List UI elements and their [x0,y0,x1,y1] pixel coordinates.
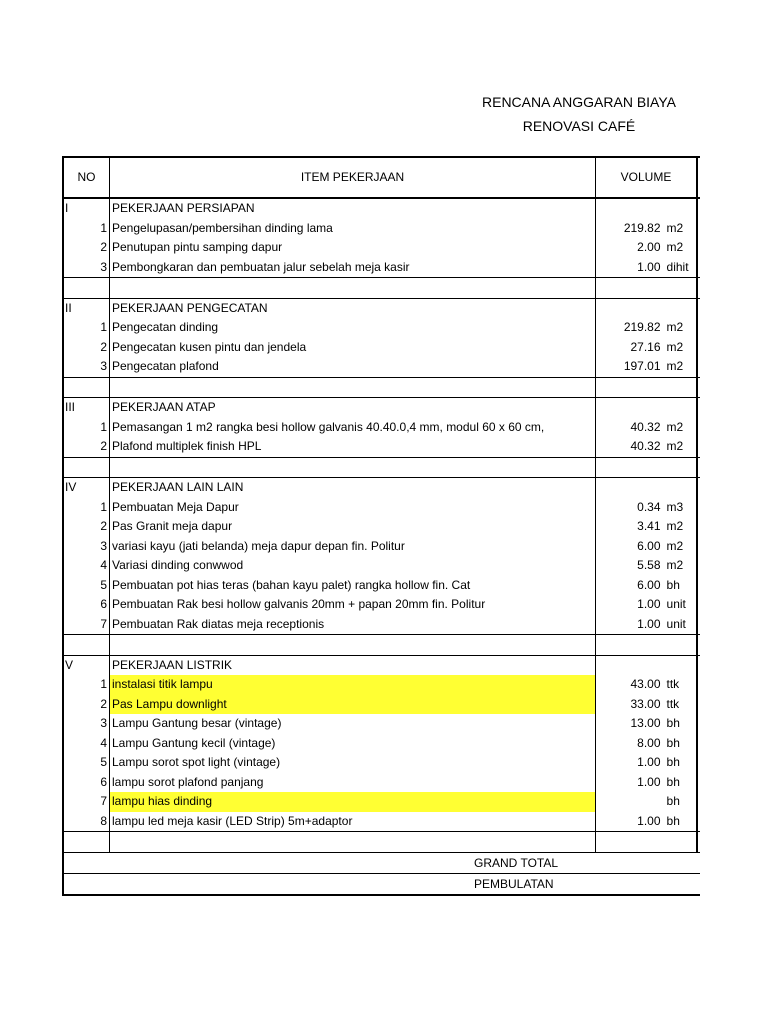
item-description: Pemasangan 1 m2 rangka besi hollow galvanis 40.40.0,4 mm, modul 60 x 60 cm, [110,418,596,438]
volume-cell [596,258,698,278]
item-number [107,299,109,319]
section-numeral: IV [65,480,77,494]
volume-unit: bh [666,755,680,769]
item-description [110,832,596,852]
section-numeral [64,773,100,793]
item-number: 2 [100,240,107,254]
volume-cell [596,595,698,615]
item-number: 1 [100,320,107,334]
table-row [64,238,700,258]
table-row [64,299,700,319]
volume-value: 43.00 [630,677,661,691]
volume-cell [596,418,698,438]
item-description: Pembuatan Rak besi hollow galvanis 20mm + papan 20mm fin. Politur [110,595,596,615]
item-number: 1 [100,220,107,235]
volume-unit: ttk [666,696,680,711]
table-row [64,199,700,219]
row-no-cell [64,418,110,438]
row-no-cell [64,437,110,457]
section-numeral [64,556,100,576]
item-description: Pas Lampu downlight [110,695,596,715]
row-no-cell [64,219,110,239]
volume-value: 219.82 [623,220,661,235]
volume-unit [661,299,696,319]
section-numeral [64,258,100,278]
volume-unit: unit [666,616,686,631]
item-description: Lampu Gantung kecil (vintage) [110,734,596,754]
item-description: Plafond multiplek finish HPL [110,437,596,457]
volume-cell [596,478,698,498]
budget-table [62,156,700,896]
row-no-cell [64,458,110,478]
row-no-cell [64,576,110,596]
section-numeral [64,278,107,298]
item-description [110,635,596,655]
volume-value: 1.00 [637,616,661,631]
section-numeral: III [65,400,76,414]
item-description: PEKERJAAN ATAP [110,398,596,418]
table-row [64,675,700,695]
volume-value [596,656,661,676]
volume-cell [596,576,698,596]
section-numeral [64,753,100,773]
table-row [64,418,700,438]
item-number: 7 [100,794,107,808]
volume-unit: bh [666,794,680,808]
volume-value: 1.00 [637,813,661,828]
volume-cell [596,318,698,338]
table-row [64,832,700,852]
row-no-cell [64,656,110,676]
row-no-cell [64,556,110,576]
volume-unit: m2 [666,419,684,434]
section-numeral: I [65,201,69,215]
row-no-cell [64,258,110,278]
row-no-cell [64,635,110,655]
row-no-cell [64,695,110,715]
volume-value: 2.00 [637,240,661,254]
table-row [64,537,700,557]
volume-cell [596,458,698,478]
table-row [64,695,700,715]
volume-value [596,398,661,418]
row-no-cell [64,773,110,793]
row-no-cell [64,338,110,358]
item-description: Lampu sorot spot light (vintage) [110,753,596,773]
item-number: 3 [100,359,107,373]
volume-unit: m2 [666,339,684,354]
volume-unit [661,278,696,298]
item-number: 2 [100,696,107,711]
volume-value: 1.00 [637,774,661,789]
item-description: lampu hias dinding [110,792,596,812]
row-no-cell [64,812,110,832]
table-body [64,199,700,852]
volume-value [596,478,661,498]
item-description: lampu sorot plafond panjang [110,773,596,793]
volume-cell [596,734,698,754]
item-description: Penutupan pintu samping dapur [110,238,596,258]
row-no-cell [64,299,110,319]
section-numeral [64,615,100,635]
volume-cell [596,832,698,852]
volume-value [596,458,661,478]
section-numeral [64,458,107,478]
item-number: 6 [100,774,107,789]
table-row [64,595,700,615]
volume-value: 13.00 [630,716,661,730]
table-row [64,278,700,299]
volume-unit: m2 [666,558,684,572]
item-number [107,278,109,298]
volume-unit [661,199,696,219]
row-no-cell [64,615,110,635]
item-number [107,478,109,498]
row-no-cell [64,398,110,418]
section-numeral [64,437,100,457]
header-volume: VOLUME [596,158,698,197]
section-numeral [64,238,100,258]
table-row [64,378,700,399]
item-number [107,199,109,219]
table-row [64,615,700,636]
item-description: Pengecatan kusen pintu dan jendela [110,338,596,358]
volume-cell [596,517,698,537]
row-no-cell [64,792,110,812]
item-description: Variasi dinding conwwod [110,556,596,576]
volume-unit: m2 [666,320,684,334]
table-row [64,398,700,418]
table-row [64,556,700,576]
section-numeral [64,378,107,398]
volume-cell [596,219,698,239]
row-no-cell [64,318,110,338]
volume-unit: unit [666,597,686,611]
item-description [110,378,596,398]
section-numeral [64,695,100,715]
volume-unit: ttk [666,677,680,691]
volume-value: 5.58 [637,558,661,572]
volume-cell [596,338,698,358]
item-number: 2 [100,439,107,453]
section-numeral [64,517,100,537]
section-numeral [64,498,100,518]
volume-cell [596,357,698,377]
section-numeral [64,812,100,832]
section-numeral [64,792,100,812]
volume-unit: bh [666,813,680,828]
section-numeral [64,537,100,557]
item-description: Pengelupasan/pembersihan dinding lama [110,219,596,239]
volume-value: 1.00 [637,755,661,769]
volume-unit: m2 [666,240,684,254]
row-no-cell [64,537,110,557]
volume-cell [596,773,698,793]
pembulatan-label: PEMBULATAN [474,876,554,891]
row-no-cell [64,498,110,518]
item-number: 4 [100,735,107,750]
volume-value: 6.00 [637,538,661,553]
item-number: 3 [100,716,107,730]
section-numeral [64,576,100,596]
row-no-cell [64,357,110,377]
row-no-cell [64,595,110,615]
volume-value: 3.41 [637,519,661,533]
row-no-cell [64,517,110,537]
volume-unit: m2 [666,538,684,553]
volume-cell [596,695,698,715]
table-row [64,318,700,338]
table-row [64,338,700,358]
volume-cell [596,635,698,655]
volume-value: 33.00 [630,696,661,711]
item-description: Pengecatan dinding [110,318,596,338]
item-number: 1 [100,419,107,434]
item-description: PEKERJAAN PENGECATAN [110,299,596,319]
table-row [64,576,700,596]
volume-cell [596,378,698,398]
table-row [64,635,700,656]
volume-unit: m2 [666,359,684,373]
table-row [64,773,700,793]
volume-value: 197.01 [623,359,661,373]
volume-cell [596,238,698,258]
volume-cell [596,398,698,418]
item-number [107,398,109,418]
row-no-cell [64,478,110,498]
row-no-cell [64,278,110,298]
volume-value: 27.16 [630,339,661,354]
volume-value [596,299,661,319]
table-row [64,753,700,773]
section-numeral: V [65,657,74,672]
volume-value [596,199,661,219]
volume-unit [661,656,696,676]
volume-cell [596,714,698,734]
volume-value: 0.34 [637,499,661,514]
item-number [107,832,109,852]
section-numeral: II [65,300,72,315]
table-row [64,714,700,734]
volume-cell [596,792,698,812]
volume-value: 40.32 [630,419,661,434]
volume-value: 6.00 [637,577,661,592]
table-row [64,792,700,812]
item-description [110,458,596,478]
volume-value [596,635,661,655]
table-row [64,734,700,754]
volume-cell [596,537,698,557]
volume-value: 219.82 [623,320,661,334]
section-numeral [64,318,100,338]
item-description: Lampu Gantung besar (vintage) [110,714,596,734]
item-description: PEKERJAAN LAIN LAIN [110,478,596,498]
item-number [107,458,109,478]
table-row [64,357,700,378]
volume-value: 1.00 [637,597,661,611]
section-numeral [64,714,100,734]
volume-value [596,278,661,298]
header-no: NO [64,158,110,197]
row-no-cell [64,714,110,734]
row-no-cell [64,378,110,398]
pembulatan-row [64,873,700,896]
item-description: lampu led meja kasir (LED Strip) 5m+adaptor [110,812,596,832]
volume-cell [596,199,698,219]
volume-value: 8.00 [637,735,661,750]
volume-cell [596,299,698,319]
item-description: Pembuatan pot hias teras (bahan kayu palet) rangka hollow fin. Cat [110,576,596,596]
item-number: 8 [100,813,107,828]
section-numeral [64,219,100,239]
item-number: 5 [100,577,107,592]
row-no-cell [64,753,110,773]
volume-cell [596,498,698,518]
section-numeral [64,675,100,695]
section-numeral [64,734,100,754]
item-number: 5 [100,755,107,769]
volume-value [596,378,661,398]
volume-cell [596,656,698,676]
volume-cell [596,278,698,298]
table-row [64,517,700,537]
row-no-cell [64,734,110,754]
volume-unit [661,832,696,852]
item-number: 7 [100,616,107,631]
table-row [64,258,700,279]
item-description [110,278,596,298]
volume-unit [661,398,696,418]
table-row [64,478,700,498]
table-header [64,158,700,199]
volume-cell [596,812,698,832]
table-row [64,812,700,833]
document-title: RENCANA ANGGARAN BIAYA [482,94,676,110]
table-row [64,437,700,458]
volume-unit [661,378,696,398]
volume-unit [661,458,696,478]
volume-unit: dihit [666,259,689,274]
row-no-cell [64,832,110,852]
table-row [64,219,700,239]
volume-unit [661,635,696,655]
item-description: Pengecatan plafond [110,357,596,377]
row-no-cell [64,238,110,258]
section-numeral [64,338,100,358]
grand-total-label: GRAND TOTAL [474,855,559,870]
item-number [107,635,109,655]
header-item: ITEM PEKERJAAN [110,158,596,197]
volume-unit: bh [666,735,680,750]
item-description: instalasi titik lampu [110,675,596,695]
item-number: 4 [100,558,107,572]
item-description: Pembuatan Meja Dapur [110,498,596,518]
item-number: 2 [100,339,107,354]
volume-cell [596,615,698,635]
volume-unit [661,478,696,498]
item-description: variasi kayu (jati belanda) meja dapur depan fin. Politur [110,537,596,557]
section-numeral [64,832,107,852]
volume-cell [596,675,698,695]
volume-value: 40.32 [630,439,661,453]
grand-total-row [64,852,700,873]
document-subtitle: RENOVASI CAFÉ [522,118,636,134]
item-number: 6 [100,597,107,611]
item-description: Pembuatan Rak diatas meja receptionis [110,615,596,635]
section-numeral [64,418,100,438]
volume-unit: m2 [666,439,684,453]
volume-unit: bh [666,577,680,592]
row-no-cell [64,675,110,695]
volume-value: 1.00 [637,259,661,274]
row-no-cell [64,199,110,219]
volume-value [596,832,661,852]
volume-cell [596,437,698,457]
volume-unit: m2 [666,220,684,235]
table-row [64,458,700,479]
volume-unit: bh [666,774,680,789]
section-numeral [64,635,107,655]
volume-unit: bh [666,716,680,730]
table-row [64,498,700,518]
section-numeral [64,595,100,615]
item-number [107,378,109,398]
item-number: 1 [100,499,107,514]
volume-cell [596,556,698,576]
item-number: 3 [100,259,107,274]
volume-unit: m2 [666,519,684,533]
section-numeral [64,357,100,377]
item-number: 3 [100,538,107,553]
item-description: Pembongkaran dan pembuatan jalur sebelah meja kasir [110,258,596,278]
volume-unit: m3 [666,499,684,514]
table-row [64,656,700,676]
item-description: PEKERJAAN PERSIAPAN [110,199,596,219]
item-description: Pas Granit meja dapur [110,517,596,537]
volume-value [596,792,661,812]
item-description: PEKERJAAN LISTRIK [110,656,596,676]
volume-cell [596,753,698,773]
item-number: 1 [100,677,107,691]
item-number: 2 [100,519,107,533]
item-number [107,656,109,676]
